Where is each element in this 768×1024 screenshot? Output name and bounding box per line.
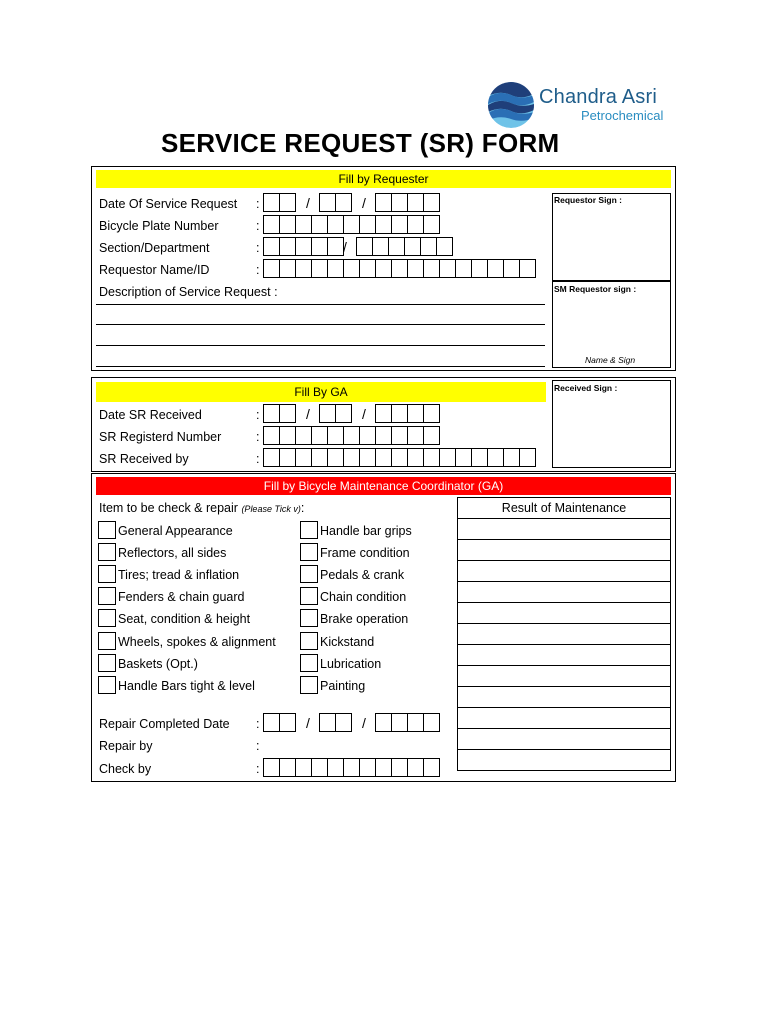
result-header: Result of Maintenance <box>458 498 671 519</box>
result-of-maintenance-table <box>457 497 671 771</box>
sr-number-boxes[interactable] <box>263 426 440 445</box>
colon: : <box>256 219 260 233</box>
item-seat: Seat, condition & height <box>118 612 251 626</box>
result-row[interactable] <box>458 561 671 582</box>
result-row[interactable] <box>458 666 671 687</box>
checkbox-reflectors[interactable] <box>98 543 116 561</box>
received-year-boxes[interactable] <box>375 404 440 423</box>
checkbox-handle-bar-grips[interactable] <box>300 521 318 539</box>
repair-day-boxes[interactable] <box>263 713 296 732</box>
repair-year-boxes[interactable] <box>375 713 440 732</box>
check-by-boxes[interactable] <box>263 758 440 777</box>
received-sign-box[interactable] <box>552 380 671 468</box>
date-separator: / <box>362 406 366 422</box>
form-title: SERVICE REQUEST (SR) FORM <box>161 128 560 158</box>
item-tires: Tires; tread & inflation <box>118 568 240 582</box>
description-line[interactable] <box>96 324 545 325</box>
date-year-boxes[interactable] <box>375 193 440 212</box>
date-separator: / <box>306 195 310 211</box>
date-separator: / <box>306 406 310 422</box>
item-baskets: Baskets (Opt.) <box>118 657 198 671</box>
requestor-name-boxes[interactable] <box>263 259 536 278</box>
sm-requestor-sign-label: SM Requestor sign : <box>554 284 637 294</box>
colon: : <box>256 717 260 731</box>
bicycle-plate-boxes[interactable] <box>263 215 440 234</box>
date-separator: / <box>306 715 310 731</box>
received-by-boxes[interactable] <box>263 448 536 467</box>
result-row[interactable] <box>458 729 671 750</box>
date-month-boxes[interactable] <box>319 193 352 212</box>
item-handle-bar-grips: Handle bar grips <box>320 524 412 538</box>
result-row[interactable] <box>458 540 671 561</box>
items-label-text: Item to be check & repair <box>99 501 238 515</box>
requestor-name-label: Requestor Name/ID <box>99 263 210 277</box>
department-boxes[interactable] <box>356 237 453 256</box>
items-label <box>99 500 304 517</box>
checkbox-painting[interactable] <box>300 676 318 694</box>
result-row[interactable] <box>458 750 671 771</box>
maintenance-header: Fill by Bicycle Maintenance Coordinator (GA) <box>96 477 671 495</box>
result-row[interactable] <box>458 603 671 624</box>
received-sign-label: Received Sign : <box>554 383 618 393</box>
check-by-label: Check by <box>99 762 152 776</box>
checkbox-tires[interactable] <box>98 565 116 583</box>
logo-company-name: Chandra Asri <box>539 86 658 108</box>
result-row[interactable] <box>458 582 671 603</box>
result-row[interactable] <box>458 519 671 540</box>
date-day-boxes[interactable] <box>263 193 296 212</box>
items-label-colon: : <box>300 501 305 515</box>
item-chain-condition: Chain condition <box>320 590 407 604</box>
checkbox-wheels[interactable] <box>98 632 116 650</box>
received-day-boxes[interactable] <box>263 404 296 423</box>
checkbox-fenders[interactable] <box>98 587 116 605</box>
ga-header: Fill By GA <box>96 382 546 402</box>
section-separator: / <box>343 239 347 255</box>
received-month-boxes[interactable] <box>319 404 352 423</box>
item-frame-condition: Frame condition <box>320 546 410 560</box>
checkbox-lubrication[interactable] <box>300 654 318 672</box>
colon: : <box>256 197 260 211</box>
colon: : <box>256 762 260 776</box>
date-separator: / <box>362 715 366 731</box>
colon: : <box>256 241 260 255</box>
colon: : <box>256 263 260 277</box>
repair-completed-date-label: Repair Completed Date <box>99 717 230 731</box>
item-painting: Painting <box>320 679 366 693</box>
description-label: Description of Service Request : <box>99 285 278 299</box>
item-wheels: Wheels, spokes & alignment <box>118 635 276 649</box>
item-kickstand: Kickstand <box>320 635 375 649</box>
section-boxes[interactable] <box>263 237 344 256</box>
description-line[interactable] <box>96 366 545 367</box>
description-line[interactable] <box>96 345 545 346</box>
description-line[interactable] <box>96 304 545 305</box>
result-row[interactable] <box>458 645 671 666</box>
sr-registered-number-label: SR Registerd Number <box>99 430 222 444</box>
checkbox-baskets[interactable] <box>98 654 116 672</box>
name-sign-caption: Name & Sign <box>585 355 636 365</box>
checkbox-brake-operation[interactable] <box>300 609 318 627</box>
item-general-appearance: General Appearance <box>118 524 233 538</box>
checkbox-seat[interactable] <box>98 609 116 627</box>
item-pedals: Pedals & crank <box>320 568 405 582</box>
colon: : <box>256 739 260 753</box>
item-lubrication: Lubrication <box>320 657 382 671</box>
repair-by-label: Repair by <box>99 739 153 753</box>
checkbox-chain-condition[interactable] <box>300 587 318 605</box>
requestor-sign-box[interactable] <box>552 193 671 281</box>
date-separator: / <box>362 195 366 211</box>
date-of-service-label: Date Of Service Request <box>99 197 238 211</box>
requester-header: Fill by Requester <box>96 170 671 188</box>
item-brake-operation: Brake operation <box>320 612 409 626</box>
items-hint: (Please Tick v) <box>241 504 301 514</box>
colon: : <box>256 408 260 422</box>
sr-received-by-label: SR Received by <box>99 452 189 466</box>
checkbox-handle-bars[interactable] <box>98 676 116 694</box>
company-logo-icon <box>488 82 534 128</box>
repair-month-boxes[interactable] <box>319 713 352 732</box>
item-handle-bars: Handle Bars tight & level <box>118 679 255 693</box>
result-row[interactable] <box>458 624 671 645</box>
checkbox-kickstand[interactable] <box>300 632 318 650</box>
colon: : <box>256 452 260 466</box>
item-fenders: Fenders & chain guard <box>118 590 245 604</box>
checkbox-general-appearance[interactable] <box>98 521 116 539</box>
item-reflectors: Reflectors, all sides <box>118 546 227 560</box>
result-row[interactable] <box>458 708 671 729</box>
logo-company-subtitle: Petrochemical <box>581 108 664 123</box>
checkbox-pedals[interactable] <box>300 565 318 583</box>
checkbox-frame-condition[interactable] <box>300 543 318 561</box>
result-row[interactable] <box>458 687 671 708</box>
date-sr-received-label: Date SR Received <box>99 408 202 422</box>
colon: : <box>256 430 260 444</box>
requestor-sign-label: Requestor Sign : <box>554 195 623 205</box>
section-department-label: Section/Department <box>99 241 210 255</box>
bicycle-plate-label: Bicycle Plate Number <box>99 219 219 233</box>
